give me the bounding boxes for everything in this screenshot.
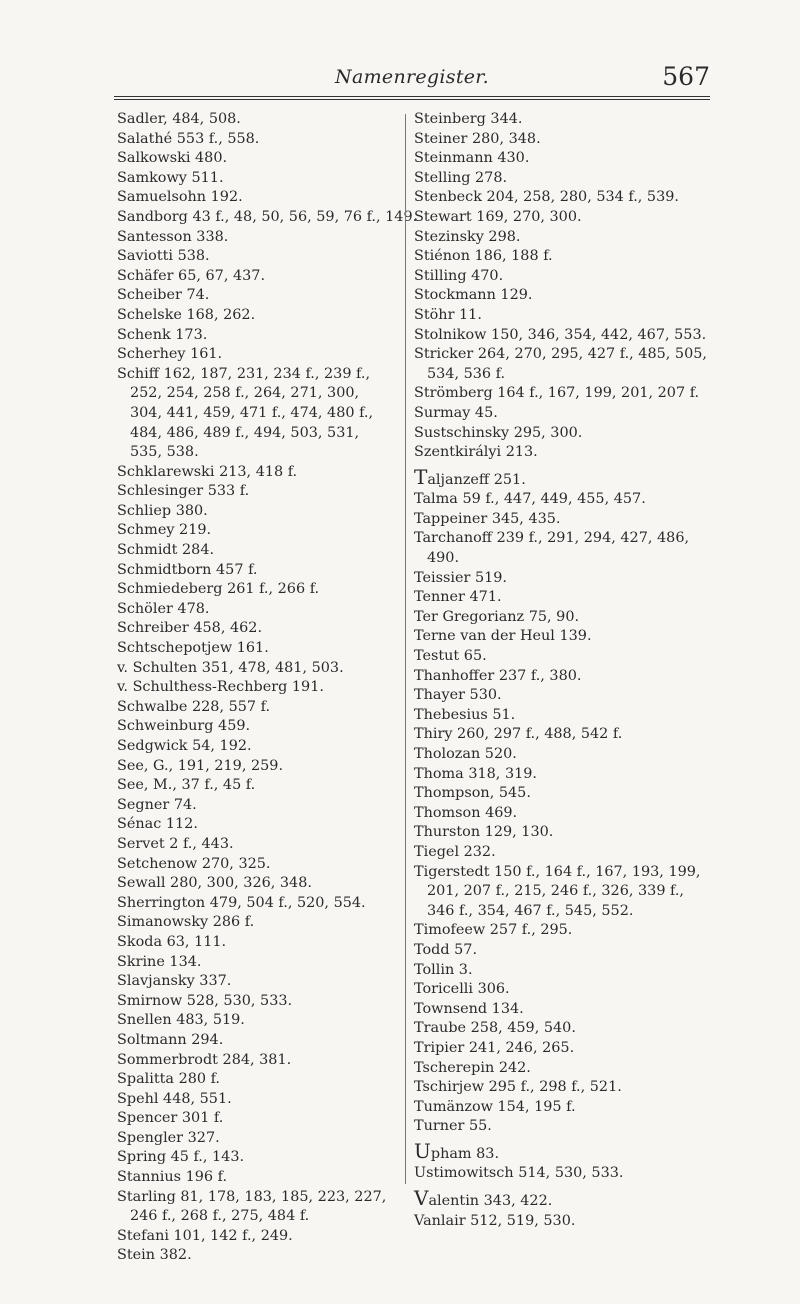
index-entry: See, G., 191, 219, 259. [117, 757, 284, 774]
index-entry: v. Schulten 351, 478, 481, 503. [117, 659, 344, 676]
index-entry: Stricker 264, 270, 295, 427 f., 485, 505, 534, 536 f. [414, 346, 707, 382]
index-entry: Smirnow 528, 530, 533. [117, 992, 293, 1009]
index-entry: Spencer 301 f. [117, 1110, 224, 1127]
index-entry: Tappeiner 345, 435. [414, 510, 561, 527]
index-entry: Stezinsky 298. [414, 228, 521, 245]
index-entry: Schreiber 458, 462. [117, 620, 263, 637]
index-entry: Ter Gregorianz 75, 90. [414, 608, 580, 625]
index-entry: Stilling 470. [414, 267, 504, 284]
index-entry: Sénac 112. [117, 816, 198, 833]
index-entry: Timofeew 257 f., 295. [414, 922, 573, 939]
index-entry: Schmidtborn 457 f. [117, 561, 258, 578]
index-entry: Snellen 483, 519. [117, 1012, 245, 1029]
index-entry: Schelske 168, 262. [117, 306, 256, 323]
index-entry: Slavjansky 337. [117, 973, 232, 990]
index-entry: Schliep 380. [117, 502, 208, 519]
index-entry: Traube 258, 459, 540. [414, 1020, 576, 1037]
index-entry: Schmidt 284. [117, 542, 215, 559]
index-entry: Sadler, 484, 508. [117, 111, 241, 127]
index-entry: Sandborg 43 f., 48, 50, 56, 59, 76 f., 149. [117, 208, 418, 225]
index-entry: Turner 55. [414, 1118, 492, 1135]
index-entry: Thoma 318, 319. [414, 765, 537, 782]
index-entry: Thiry 260, 297 f., 488, 542 f. [414, 726, 623, 743]
index-entry: Schklarewski 213, 418 f. [117, 463, 298, 480]
index-entry: Samuelsohn 192. [117, 189, 243, 206]
index-entry: Stelling 278. [414, 169, 508, 186]
index-entry: Scheiber 74. [117, 287, 210, 304]
index-entry: Tumänzow 154, 195 f. [414, 1098, 576, 1115]
index-entry: Tarchanoff 239 f., 291, 294, 427, 486, 490. [414, 530, 690, 567]
index-entry: Taljanzeff 251. [414, 464, 526, 489]
index-entry: Stein 382. [117, 1247, 192, 1264]
index-entry: Tscherepin 242. [414, 1059, 531, 1076]
index-entry: Ustimowitsch 514, 530, 533. [414, 1165, 624, 1182]
index-entry: Talma 59 f., 447, 449, 455, 457. [414, 491, 646, 508]
index-entry: Tholozan 520. [414, 746, 517, 762]
index-entry: Tigerstedt 150 f., 164 f., 167, 193, 199, 201, 207 f., 215, 246 f., 326, 339 f., 346 f., 354, 467 f., 545, 552. [414, 863, 701, 919]
index-entry: Tenner 471. [414, 589, 502, 606]
index-entry: Stannius 196 f. [117, 1169, 228, 1186]
index-entry: Starling 81, 178, 183, 185, 223, 227, 246 f., 268 f., 275, 484 f. [117, 1188, 387, 1225]
index-entry: Skoda 63, 111. [117, 933, 227, 950]
index-entry: Spring 45 f., 143. [117, 1149, 245, 1166]
index-entry: Steiner 280, 348. [414, 130, 541, 147]
index-entry: Stefani 101, 142 f., 249. [117, 1227, 293, 1244]
index-entry: Tripier 241, 246, 265. [414, 1039, 575, 1056]
index-entry: Stenbeck 204, 258, 280, 534 f., 539. [414, 189, 679, 206]
index-entry: Samkowy 511. [117, 169, 224, 186]
header-rule [114, 96, 710, 100]
index-entry: Skrine 134. [117, 953, 202, 970]
index-entry: Schlesinger 533 f. [117, 483, 250, 500]
index-entry: Stöhr 11. [414, 306, 482, 323]
index-entry: Spengler 327. [117, 1129, 220, 1146]
index-entry: Stolnikow 150, 346, 354, 442, 467, 553. [414, 326, 707, 343]
index-entry: Thurston 129, 130. [414, 824, 554, 841]
index-entry: Thomson 469. [414, 804, 518, 821]
index-entry: Surmay 45. [414, 404, 498, 421]
index-entry: Terne van der Heul 139. [414, 628, 592, 645]
column-divider [405, 114, 406, 1184]
index-entry: Schöler 478. [117, 600, 210, 617]
index-entry: Spehl 448, 551. [117, 1090, 232, 1107]
index-entry: Spalitta 280 f. [117, 1071, 221, 1088]
index-entry: Thompson, 545. [414, 785, 531, 802]
index-entry: Stockmann 129. [414, 287, 533, 304]
index-entry: Teissier 519. [414, 569, 507, 586]
index-entry: Valentin 343, 422. [414, 1186, 553, 1211]
index-entry: Sommerbrodt 284, 381. [117, 1051, 292, 1068]
index-entry: Sewall 280, 300, 326, 348. [117, 875, 312, 892]
index-entry: Schmey 219. [117, 522, 212, 539]
index-entry: Stewart 169, 270, 300. [414, 208, 582, 225]
index-entry: Stiénon 186, 188 f. [414, 248, 553, 265]
index-entry: Segner 74. [117, 796, 197, 813]
index-entry: v. Schulthess-Rechberg 191. [117, 679, 324, 696]
index-entry: Szentkirályi 213. [414, 444, 538, 461]
index-entry: Sherrington 479, 504 f., 520, 554. [117, 894, 366, 911]
index-entry: Scherhey 161. [117, 346, 223, 363]
index-entry: Salathé 553 f., 558. [117, 130, 260, 147]
index-entry: Thayer 530. [414, 687, 502, 704]
index-entry: Schenk 173. [117, 326, 208, 343]
index-entry: Servet 2 f., 443. [117, 835, 234, 852]
index-entry: Tiegel 232. [414, 843, 496, 860]
index-entry: Santesson 338. [117, 228, 229, 245]
page-number: 567 [662, 62, 710, 91]
running-title: Namenregister. [335, 66, 489, 88]
index-entry: Thanhoffer 237 f., 380. [414, 667, 582, 684]
index-entry: Schtschepotjew 161. [117, 640, 269, 657]
index-entry: Schäfer 65, 67, 437. [117, 267, 266, 284]
index-entry: Vanlair 512, 519, 530. [414, 1212, 576, 1229]
index-entry: Sustschinsky 295, 300. [414, 424, 583, 441]
index-entry: Schiff 162, 187, 231, 234 f., 239 f., 252, 254, 258 f., 264, 271, 300, 304, 441, 459, 471 f., 474, 480 f., 484, 486, 489 f., 494, 503, 531, 535, 538. [117, 365, 374, 461]
index-entry: Simanowsky 286 f. [117, 914, 255, 931]
index-entry: Schweinburg 459. [117, 718, 251, 735]
index-entry: Tollin 3. [414, 961, 473, 978]
index-column-right [414, 110, 714, 1231]
index-column-left [117, 110, 418, 1266]
index-entry: Thebesius 51. [414, 706, 516, 723]
index-entry: Saviotti 538. [117, 248, 210, 265]
index-entry: Tschirjew 295 f., 298 f., 521. [414, 1079, 622, 1096]
index-entry: Steinberg 344. [414, 111, 523, 127]
index-entry: Townsend 134. [414, 1000, 524, 1017]
index-entry: Schwalbe 228, 557 f. [117, 698, 271, 715]
index-entry: Upham 83. [414, 1138, 500, 1163]
index-entry: Strömberg 164 f., 167, 199, 201, 207 f. [414, 385, 700, 402]
page-header [114, 60, 710, 94]
index-entry: Soltmann 294. [117, 1031, 224, 1048]
index-entry: Todd 57. [414, 941, 478, 958]
index-entry: Toricelli 306. [414, 981, 510, 998]
index-entry: Testut 65. [414, 648, 487, 665]
index-entry: Schmiedeberg 261 f., 266 f. [117, 581, 320, 598]
index-entry: Setchenow 270, 325. [117, 855, 271, 872]
index-entry: Steinmann 430. [414, 150, 530, 167]
index-entry: See, M., 37 f., 45 f. [117, 777, 256, 794]
index-entry: Salkowski 480. [117, 150, 228, 167]
index-entry: Sedgwick 54, 192. [117, 738, 252, 754]
